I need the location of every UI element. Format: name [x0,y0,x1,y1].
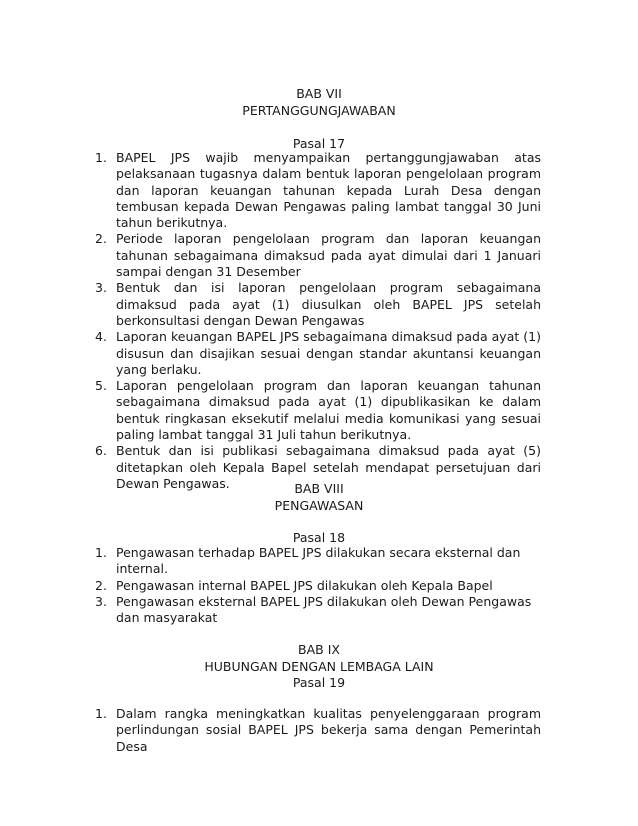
bab-9-title: BAB IX [298,642,340,657]
pasal-18-heading: Pasal 18 [292,530,346,545]
list-item-text: Pengawasan internal BAPEL JPS dilakukan oleh Kepala Bapel [116,577,493,593]
list-item-text: Laporan pengelolaan program dan laporan keuangan tahunan sebagaimana dimaksud pada ayat (1) dipublikasikan ke dalam bentuk ringkasan eksekutif melalui media komunikasi yang sesuai paling lambat tanggal 31 Juli tahun berikutnya. [116,378,541,443]
pasal-17-list [95,150,541,492]
list-item [95,594,541,627]
list-item [95,231,541,280]
bab-8-subtitle: PENGAWASAN [274,498,364,513]
list-item-text: Bentuk dan isi laporan pengelolaan program sebagaimana dimaksud pada ayat (1) diusulkan oleh BAPEL JPS setelah berkonsultasi dengan Dewan Pengawas [116,280,541,328]
list-item-text: BAPEL JPS wajib menyampaikan pertanggungjawaban atas pelaksanaan tugasnya dalam bentuk laporan pengelolaan program dan laporan keuangan tahunan kepada Lurah Desa dengan tembusan kepada Dewan Pengawas paling lambat tanggal 30 Juni tahun berikutnya. [116,150,541,231]
list-item-text: Periode laporan pengelolaan program dan laporan keuangan tahunan sebagaimana dimaksud pada ayat dimulai dari 1 Januari sampai dengan 31 Desember [116,231,541,280]
list-item [95,706,541,755]
list-number: 1. [95,706,107,721]
list-number: 5. [95,378,107,394]
pasal-19-heading: Pasal 19 [292,675,346,690]
list-item [95,150,541,231]
list-item-text: Pengawasan eksternal BAPEL JPS dilakukan oleh Dewan Pengawas dan masyarakat [116,593,532,626]
bab-9-subtitle: HUBUNGAN DENGAN LEMBAGA LAIN [204,659,434,674]
list-item [95,280,541,329]
pasal-19-list [95,706,541,755]
list-number: 6. [95,443,107,459]
list-number: 2. [95,231,107,247]
list-number: 3. [95,593,107,609]
list-number: 2. [95,577,107,593]
pasal-17-heading: Pasal 17 [292,136,346,151]
bab-7-title: BAB VII [296,86,342,101]
list-item-text: Bentuk dan isi publikasi sebagaimana dimaksud pada ayat (5) ditetapkan oleh Kepala Bapel setelah mendapat persetujuan dari Dewan Pengawas. [116,443,541,491]
list-number: 1. [95,545,107,560]
list-item [95,578,541,594]
list-item [95,378,541,443]
bab-7-subtitle: PERTANGGUNGJAWABAN [242,103,396,118]
list-number: 1. [95,150,107,165]
pasal-18-list [95,545,541,626]
list-item-text: Pengawasan terhadap BAPEL JPS dilakukan secara eksternal dan internal. [116,545,521,577]
list-item-text: Dalam rangka meningkatkan kualitas penyelenggaraan program perlindungan sosial BAPEL JPS bekerja sama dengan Pemerintah Desa [116,706,541,754]
list-number: 3. [95,280,107,296]
list-item [95,329,541,378]
list-item [95,545,541,578]
bab-8-title: BAB VIII [294,481,344,496]
list-number: 4. [95,329,107,345]
list-item-text: Laporan keuangan BAPEL JPS sebagaimana dimaksud pada ayat (1) disusun dan disajikan sesuai dengan standar akuntansi keuangan yang berlaku. [116,329,541,377]
